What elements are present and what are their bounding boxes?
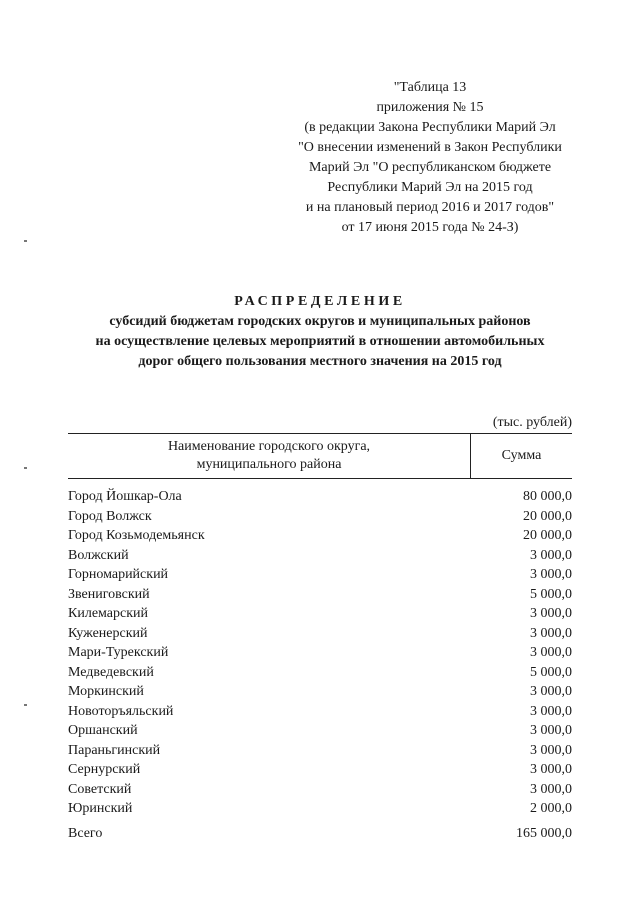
subsidy-amount: 3 000,0	[530, 703, 572, 719]
distribution-table-body	[68, 487, 572, 819]
table-row	[68, 682, 572, 702]
district-name: Килемарский	[68, 606, 149, 621]
document-title	[40, 292, 600, 372]
total-label: Всего	[68, 826, 103, 841]
subsidy-amount: 3 000,0	[530, 645, 572, 660]
subsidy-amount: 3 000,0	[530, 567, 572, 582]
table-row	[68, 624, 572, 644]
total-value: 165 000,0	[516, 826, 572, 841]
distribution-table-header	[68, 433, 572, 479]
district-name: Город Йошкар-Ола	[68, 489, 182, 504]
title-subline: дорог общего пользования местного значения на 2015 год	[138, 354, 502, 369]
district-name: Мари-Турекский	[68, 645, 169, 660]
subsidy-amount: 3 000,0	[530, 762, 572, 777]
table-row	[68, 546, 572, 566]
district-name: Куженерский	[68, 625, 148, 641]
subsidy-amount: 20 000,0	[523, 508, 572, 524]
header-line: Марий Эл "О республиканском бюджете	[308, 160, 552, 175]
subsidy-amount: 3 000,0	[530, 742, 572, 758]
table-row	[68, 604, 572, 624]
table-row	[68, 760, 572, 780]
subsidy-amount: 3 000,0	[530, 606, 572, 621]
subsidy-amount: 3 000,0	[530, 723, 572, 738]
district-name: Сернурский	[68, 762, 141, 777]
district-name: Новоторъяльский	[68, 703, 174, 719]
header-line: приложения № 15	[376, 100, 484, 115]
district-name: Город Волжск	[68, 508, 152, 524]
title-subline: на осуществление целевых мероприятий в отношении автомобильных	[95, 334, 545, 349]
appendix-header	[270, 78, 590, 238]
header-name-line: муниципального района	[196, 457, 342, 472]
district-name: Волжский	[68, 547, 129, 563]
units-label: (тыс. рублей)	[492, 415, 572, 430]
header-sum-cell: Сумма	[470, 434, 572, 478]
scan-mark	[24, 467, 27, 469]
header-line: "О внесении изменений в Закон Республики	[298, 140, 562, 155]
district-name: Юринский	[68, 801, 133, 816]
scan-mark	[24, 240, 27, 242]
district-name: Звениговский	[68, 586, 150, 602]
subsidy-amount: 5 000,0	[530, 664, 572, 680]
district-name: Советский	[68, 781, 132, 797]
district-name: Параньгинский	[68, 742, 161, 758]
total-row	[68, 824, 572, 844]
subsidy-amount: 20 000,0	[523, 528, 572, 543]
table-row	[68, 643, 572, 663]
district-name: Горномарийский	[68, 567, 169, 582]
subsidy-amount: 80 000,0	[523, 489, 572, 504]
title-subline: субсидий бюджетам городских округов и муниципальных районов	[109, 314, 531, 329]
subsidy-amount: 3 000,0	[530, 625, 572, 641]
table-row	[68, 526, 572, 546]
table-row	[68, 741, 572, 761]
header-name-cell	[68, 434, 470, 478]
table-row	[68, 565, 572, 585]
header-name-line: Наименование городского округа,	[167, 439, 371, 454]
table-row	[68, 585, 572, 605]
table-header-row	[68, 433, 572, 479]
header-line: и на плановый период 2016 и 2017 годов"	[305, 200, 555, 215]
scan-mark	[24, 704, 27, 706]
table-row	[68, 487, 572, 507]
district-name: Город Козьмодемьянск	[68, 528, 205, 543]
header-line: (в редакции Закона Республики Марий Эл	[304, 120, 556, 135]
table-row	[68, 702, 572, 722]
subsidy-amount: 3 000,0	[530, 684, 572, 699]
table-row	[68, 721, 572, 741]
district-name: Медведевский	[68, 664, 154, 680]
subsidy-amount: 5 000,0	[530, 586, 572, 602]
table-row	[68, 780, 572, 800]
district-name: Моркинский	[68, 684, 144, 699]
header-line: от 17 июня 2015 года № 24-З)	[341, 220, 519, 235]
header-line: Республики Марий Эл на 2015 год	[327, 180, 533, 195]
subsidy-amount: 3 000,0	[530, 547, 572, 563]
title-main: РАСПРЕДЕЛЕНИЕ	[234, 294, 406, 309]
table-row	[68, 799, 572, 819]
subsidy-amount: 3 000,0	[530, 781, 572, 797]
header-line: "Таблица 13	[393, 80, 467, 95]
subsidy-amount: 2 000,0	[530, 801, 572, 816]
district-name: Оршанский	[68, 723, 138, 738]
table-row	[68, 663, 572, 683]
table-row	[68, 507, 572, 527]
